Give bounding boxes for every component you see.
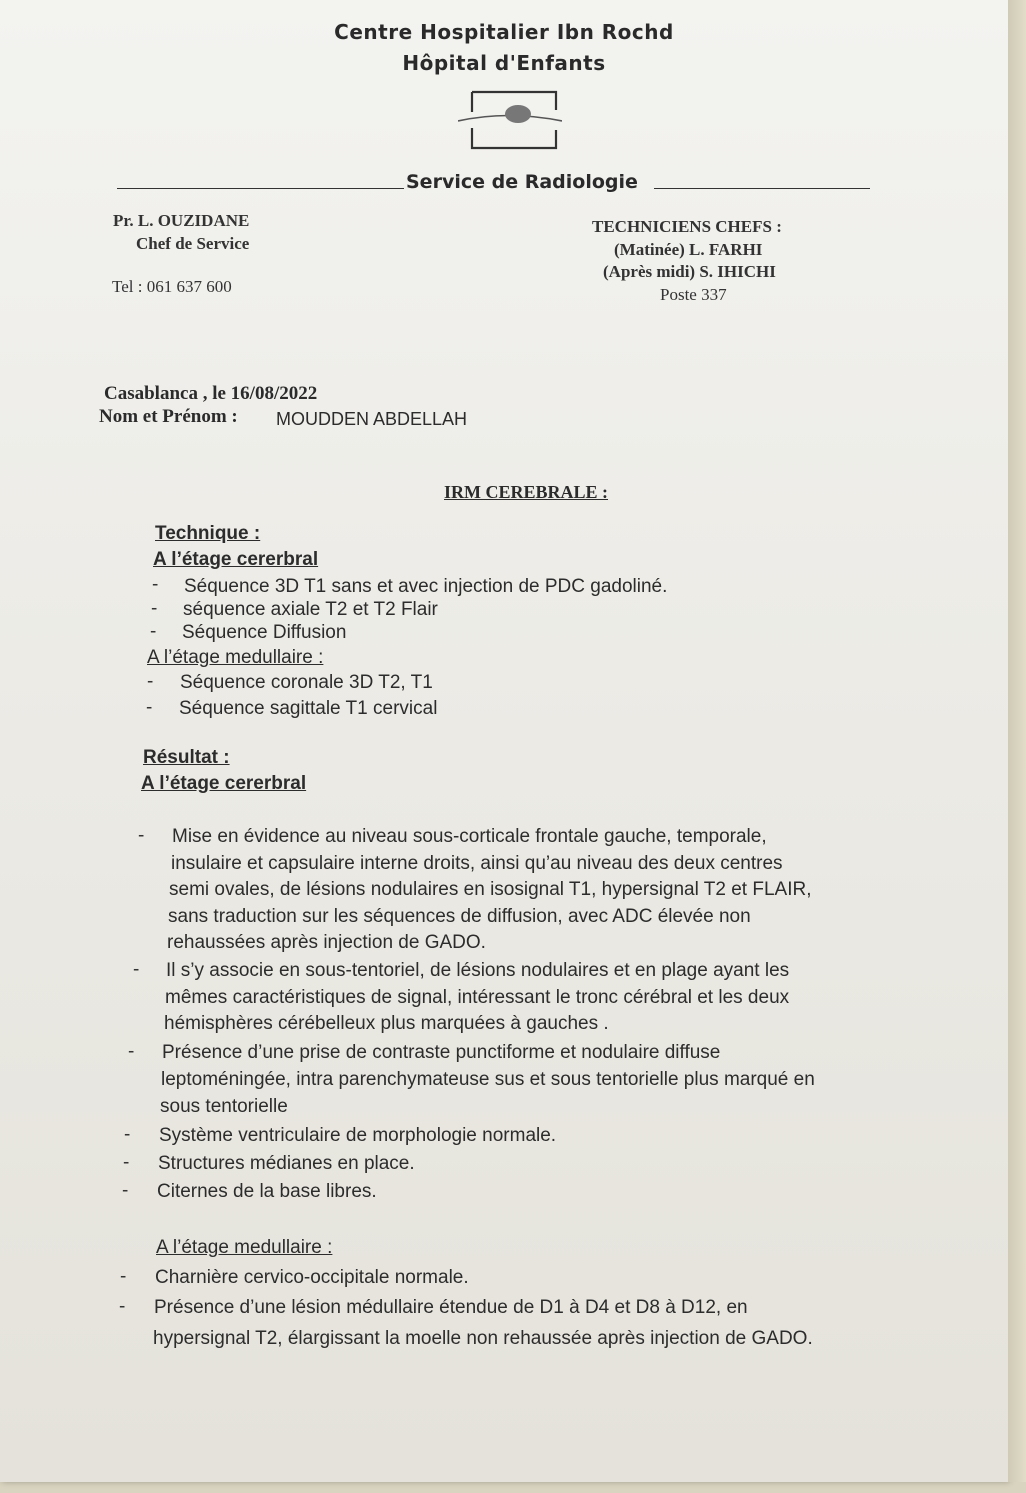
header-rule-left — [117, 188, 404, 189]
technician-morning: (Matinée) L. FARHI — [614, 240, 763, 259]
result-line: mêmes caractéristiques de signal, intéressant le tronc cérébral et les deux — [165, 987, 790, 1008]
poste-number: Poste 337 — [660, 285, 727, 304]
result-line: Il s’y associe en sous-tentoriel, de lésions nodulaires et en plage ayant les — [166, 960, 790, 981]
service-title: Service de Radiologie — [406, 171, 638, 193]
chief-role: Chef de Service — [136, 234, 250, 253]
patient-name: MOUDDEN ABDELLAH — [276, 409, 468, 429]
result-line: rehaussées après injection de GADO. — [167, 932, 486, 953]
result-line: Système ventriculaire de morphologie normale. — [159, 1125, 557, 1146]
technique-heading: Technique : — [155, 523, 261, 544]
list-item: Séquence Diffusion — [182, 622, 347, 643]
patient-name-label: Nom et Prénom : — [99, 406, 238, 427]
technicians-title: TECHNICIENS CHEFS : — [592, 217, 782, 236]
header-rule-right — [654, 188, 870, 189]
result-line: Structures médianes en place. — [158, 1153, 415, 1174]
hospital-subtitle: Hôpital d'Enfants — [402, 51, 606, 75]
hospital-name: Centre Hospitalier Ibn Rochd — [334, 20, 674, 44]
result-line: Mise en évidence au niveau sous-corticale frontale gauche, temporale, — [172, 826, 767, 847]
result-line: Charnière cervico-occipitale normale. — [155, 1267, 469, 1288]
hospital-logo-icon — [458, 88, 562, 152]
result-line: Présence d’une prise de contraste punctiforme et nodulaire diffuse — [162, 1042, 721, 1063]
report-title: IRM CEREBRALE : — [444, 482, 609, 502]
result-medullaire-heading: A l’étage medullaire : — [156, 1237, 333, 1258]
list-item: Séquence coronale 3D T2, T1 — [180, 672, 433, 693]
list-item: séquence axiale T2 et T2 Flair — [183, 599, 438, 620]
result-line: semi ovales, de lésions nodulaires en isosignal T1, hypersignal T2 et FLAIR, — [169, 879, 812, 900]
result-line: sans traduction sur les séquences de diffusion, avec ADC élevée non — [168, 906, 751, 927]
chief-name: Pr. L. OUZIDANE — [113, 211, 250, 230]
list-item: Séquence sagittale T1 cervical — [179, 698, 438, 719]
result-line: hypersignal T2, élargissant la moelle non rehaussée après injection de GADO. — [153, 1328, 813, 1349]
technique-cerebral-heading: A l’étage cererbral — [153, 549, 319, 570]
result-line: Citernes de la base libres. — [157, 1181, 377, 1202]
result-cerebral-heading: A l’étage cererbral — [141, 773, 307, 794]
technician-afternoon: (Après midi) S. IHICHI — [603, 262, 776, 281]
result-heading: Résultat : — [143, 747, 230, 768]
list-item: Séquence 3D T1 sans et avec injection de PDC gadoliné. — [184, 576, 668, 597]
result-line: sous tentorielle — [160, 1096, 288, 1117]
result-line: hémisphères cérébelleux plus marquées à gauches . — [164, 1013, 609, 1034]
report-page: Centre Hospitalier Ibn Rochd Hôpital d'Enfants Service de Radiologie Pr. L. OUZIDANE Chef de Service Tel : 061 637 600 TECHNICIENS CHEFS : (Matinée) L. FARHI (Après midi) S. IHICHI Poste 337 Casablanca , le 16/08/2022 Nom et Prénom : MOUDDEN ABDELLAH IRM CEREBRALE : Technique : A l’étage cererbral - Séquence 3D T1 sans et avec injection de PDC gadoliné. - séquence axiale T2 et T2 Flair - Séquence Diffusion A l’étage medullaire : - Séquence coronale 3D T2, T1 - Séquence sagittale T1 cervical Résultat : A l’étage cererbral - Mise en évidence au niveau sous-corticale frontale gauche, temporale, insulaire et capsulaire interne droits, ainsi qu’au niveau des deux centres semi ovales, de lésions nodulaires en isosignal T1, hypersignal T2 et FLAIR, sans traduction sur les séquences de diffusion, avec ADC élevée non rehaussées après injection de GADO. - Il s’y associe en sous-tentoriel, de lésions nodulaires et en plage ayant les mêmes caractéristiques de signal, intéressant le tronc cérébral et les deux hémisphères cérébelleux plus marquées à gauches . - Présence d’une prise de contraste punctiforme et nodulaire diffuse leptoméningée, intra parenchymateuse sus et sous tentorielle plus marqué en sous tentorielle - Système ventriculaire de morphologie normale. - Structures médianes en place. - Citernes de la base libres. A l’étage medullaire : - Charnière cervico-occipitale normale. - Présence d’une lésion médullaire étendue de D1 à D4 et D8 à D12, en hypersignal T2, élargissant la moelle non rehaussée après injection de GADO. — [0, 0, 1008, 1482]
technique-medullaire-heading: A l’étage medullaire : — [147, 647, 324, 668]
result-line: Présence d’une lésion médullaire étendue de D1 à D4 et D8 à D12, en — [154, 1297, 748, 1318]
result-line: leptoméningée, intra parenchymateuse sus et sous tentorielle plus marqué en — [161, 1069, 815, 1090]
place-date: Casablanca , le 16/08/2022 — [104, 383, 318, 404]
result-line: insulaire et capsulaire interne droits, ainsi qu’au niveau des deux centres — [171, 853, 783, 874]
telephone: Tel : 061 637 600 — [112, 277, 232, 296]
